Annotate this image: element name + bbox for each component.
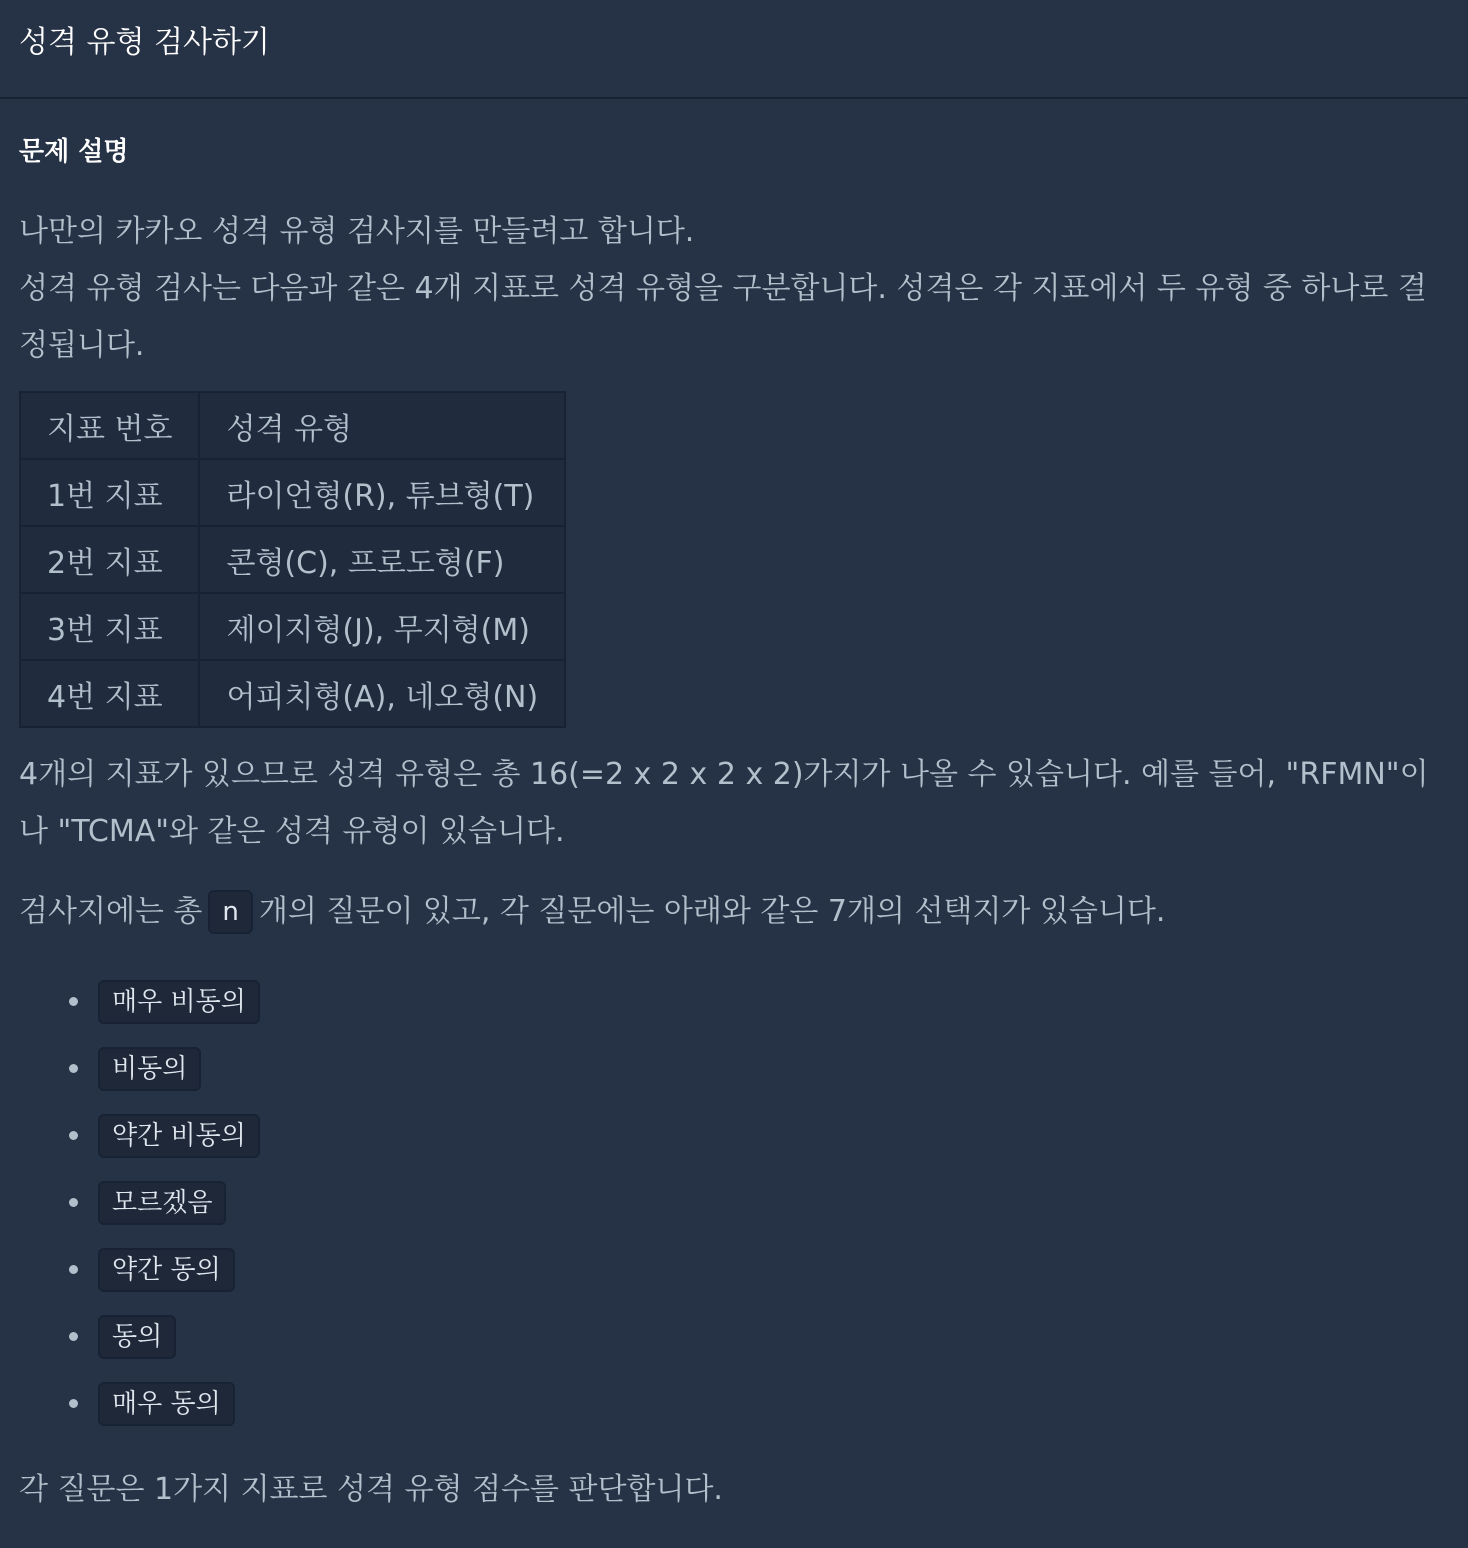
- bullet-icon: [69, 1265, 78, 1274]
- page-title: 성격 유형 검사하기: [19, 24, 270, 60]
- table-cell: 콘형(C), 프로도형(F): [199, 526, 565, 593]
- indicator-table: [19, 391, 566, 728]
- table-row: [20, 459, 565, 526]
- bullet-icon: [69, 1131, 78, 1140]
- list-item: [69, 1370, 1449, 1437]
- list-item: [69, 1169, 1449, 1236]
- list-item: [69, 968, 1449, 1035]
- bullet-icon: [69, 1198, 78, 1207]
- bullet-icon: [69, 1399, 78, 1408]
- table-cell: 3번 지표: [20, 593, 199, 660]
- list-item: [69, 1102, 1449, 1169]
- choice-code: 약간 비동의: [98, 1114, 260, 1158]
- list-item: [69, 1035, 1449, 1102]
- indicator-table-wrapper: [19, 391, 1449, 728]
- choice-code: 약간 동의: [98, 1248, 235, 1292]
- table-header-cell: 지표 번호: [20, 392, 199, 459]
- bullet-icon: [69, 1064, 78, 1073]
- table-cell: 2번 지표: [20, 526, 199, 593]
- problem-description: [0, 99, 1468, 1518]
- choice-list: [19, 968, 1449, 1437]
- types-paragraph: 4개의 지표가 있으므로 성격 유형은 총 16(=2 x 2 x 2 x 2)가지가 나올 수 있습니다. 예를 들어, "RFMN"이나 "TCMA"와 같은 성격 유형이 있습니다.: [19, 757, 1429, 849]
- scoring-paragraph: 각 질문은 1가지 지표로 성격 유형 점수를 판단합니다.: [19, 1472, 723, 1507]
- list-item: [69, 1236, 1449, 1303]
- choice-code: 매우 동의: [98, 1382, 235, 1426]
- table-header-cell: 성격 유형: [199, 392, 565, 459]
- count-text-before: 검사지에는 총: [19, 894, 203, 929]
- question-count-paragraph: [19, 883, 1449, 940]
- list-item: [69, 1303, 1449, 1370]
- choice-code: 비동의: [98, 1047, 201, 1091]
- section-title: 문제 설명: [19, 137, 129, 167]
- intro-line-2: 성격 유형 검사는 다음과 같은 4개 지표로 성격 유형을 구분합니다. 성격은 각 지표에서 두 유형 중 하나로 결정됩니다.: [19, 271, 1427, 363]
- choice-code: 모르겠음: [98, 1181, 226, 1225]
- choice-code: 매우 비동의: [98, 980, 260, 1024]
- table-cell: 제이지형(J), 무지형(M): [199, 593, 565, 660]
- bullet-icon: [69, 997, 78, 1006]
- count-text-after: 개의 질문이 있고, 각 질문에는 아래와 같은 7개의 선택지가 있습니다.: [258, 894, 1166, 929]
- table-cell: 4번 지표: [20, 660, 199, 727]
- table-cell: 라이언형(R), 튜브형(T): [199, 459, 565, 526]
- table-cell: 1번 지표: [20, 459, 199, 526]
- table-cell: 어피치형(A), 네오형(N): [199, 660, 565, 727]
- intro-line-1: 나만의 카카오 성격 유형 검사지를 만들려고 합니다.: [19, 214, 695, 249]
- bullet-icon: [69, 1332, 78, 1341]
- table-row: [20, 660, 565, 727]
- table-header-row: [20, 392, 565, 459]
- table-row: [20, 526, 565, 593]
- table-row: [20, 593, 565, 660]
- choice-code: 동의: [98, 1315, 176, 1359]
- intro-paragraph: [19, 203, 1449, 374]
- inline-code: n: [208, 890, 252, 934]
- title-bar: [0, 0, 1468, 99]
